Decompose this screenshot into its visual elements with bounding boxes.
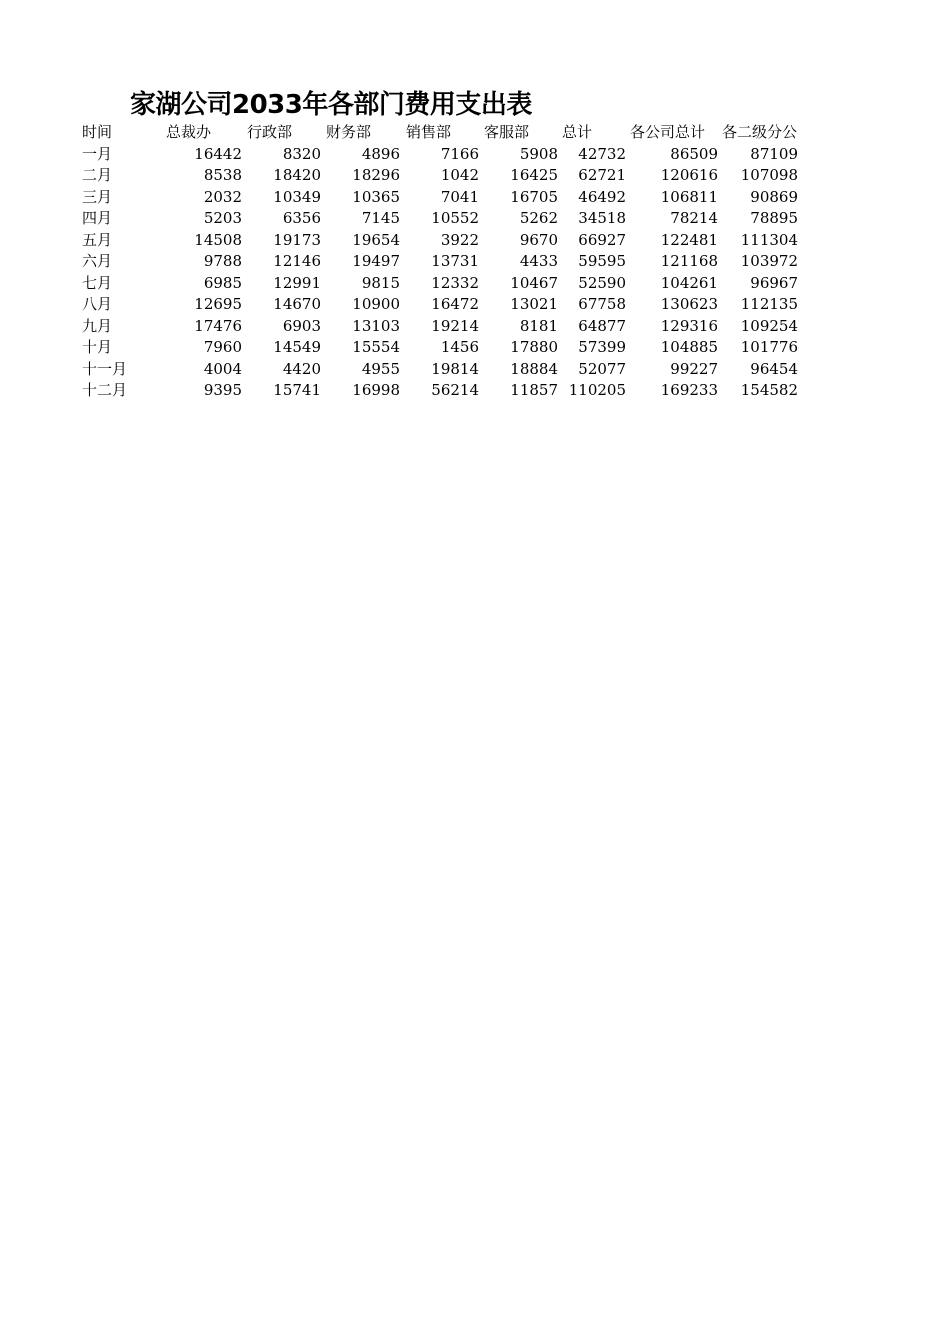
branch-total-cell: 90869 — [750, 187, 798, 206]
admin-dept-cell: 6903 — [282, 316, 321, 335]
column-header-president-office: 总裁办 — [166, 123, 212, 141]
admin-dept-cell: 12146 — [273, 252, 321, 270]
branch-total-cell: 111304 — [740, 230, 798, 249]
month-cell: 三月 — [82, 187, 113, 206]
finance-dept-cell: 9815 — [361, 273, 400, 292]
month-cell: 十一月 — [82, 359, 128, 378]
column-header-service-dept: 客服部 — [484, 123, 530, 141]
service-dept-cell: 18884 — [510, 359, 558, 378]
president-office-cell: 14508 — [194, 230, 242, 249]
admin-dept-cell: 10349 — [273, 187, 321, 206]
service-dept-cell: 16705 — [510, 187, 558, 206]
finance-dept-cell: 10900 — [352, 295, 400, 313]
service-dept-cell: 8181 — [519, 316, 558, 335]
month-cell: 十月 — [82, 338, 113, 356]
company-total-cell: 86509 — [670, 144, 718, 163]
president-office-cell: 8538 — [203, 166, 242, 184]
sheet-title: 家湖公司2033年各部门费用支出表 — [130, 90, 532, 120]
header-row — [80, 122, 798, 144]
admin-dept-cell: 4420 — [282, 359, 321, 378]
service-dept-cell: 17880 — [510, 338, 558, 356]
total-cell: 57399 — [578, 338, 626, 356]
total-cell: 64877 — [578, 316, 626, 335]
service-dept-cell: 16425 — [510, 166, 558, 184]
total-cell: 34518 — [578, 209, 626, 227]
branch-total-cell: 78895 — [750, 209, 798, 227]
total-cell: 52590 — [578, 273, 626, 292]
table-row — [80, 165, 798, 187]
finance-dept-cell: 19654 — [352, 230, 400, 249]
expense-table-viewport — [80, 122, 798, 406]
president-office-cell: 6985 — [203, 273, 242, 292]
column-header-time: 时间 — [82, 123, 113, 141]
service-dept-cell: 4433 — [519, 252, 558, 270]
total-cell: 66927 — [578, 230, 626, 249]
sales-dept-cell: 16472 — [431, 295, 479, 313]
finance-dept-cell: 18296 — [352, 166, 400, 184]
finance-dept-cell: 10365 — [352, 187, 400, 206]
finance-dept-cell: 15554 — [352, 338, 400, 356]
company-total-cell: 120616 — [660, 166, 718, 184]
admin-dept-cell: 8320 — [282, 144, 321, 163]
finance-dept-cell: 4896 — [361, 144, 400, 163]
branch-total-cell: 96454 — [750, 359, 798, 378]
month-cell: 八月 — [82, 295, 113, 313]
admin-dept-cell: 19173 — [273, 230, 321, 249]
admin-dept-cell: 12991 — [273, 273, 321, 292]
branch-total-cell: 103972 — [740, 252, 798, 270]
sales-dept-cell: 19214 — [431, 316, 479, 335]
president-office-cell: 17476 — [194, 316, 242, 335]
service-dept-cell: 10467 — [510, 273, 558, 292]
service-dept-cell: 5908 — [519, 144, 558, 163]
column-header-company-total: 各公司总计 — [630, 123, 706, 141]
month-cell: 七月 — [82, 273, 113, 292]
president-office-cell: 5203 — [203, 209, 242, 227]
sales-dept-cell: 13731 — [431, 252, 479, 270]
president-office-cell: 7960 — [203, 338, 242, 356]
branch-total-cell: 107098 — [740, 166, 798, 184]
company-total-cell: 99227 — [670, 359, 718, 378]
president-office-cell: 9788 — [203, 252, 242, 270]
sales-dept-cell: 56214 — [431, 381, 479, 399]
table-row — [80, 230, 798, 252]
table-row — [80, 359, 798, 381]
sales-dept-cell: 12332 — [431, 273, 479, 292]
table-row — [80, 294, 798, 316]
table-body — [80, 144, 798, 402]
admin-dept-cell: 14670 — [273, 295, 321, 313]
sales-dept-cell: 1042 — [440, 166, 479, 184]
column-header-finance-dept: 财务部 — [326, 123, 372, 141]
month-cell: 九月 — [82, 316, 113, 335]
finance-dept-cell: 16998 — [352, 381, 400, 399]
total-cell: 59595 — [578, 252, 626, 270]
total-cell: 110205 — [568, 381, 626, 399]
president-office-cell: 9395 — [203, 381, 242, 399]
sales-dept-cell: 10552 — [431, 209, 479, 227]
company-total-cell: 129316 — [660, 316, 718, 335]
column-header-branch-total: 各二级分公 — [722, 123, 798, 141]
sales-dept-cell: 1456 — [440, 338, 479, 356]
branch-total-cell: 87109 — [750, 144, 798, 163]
company-total-cell: 78214 — [670, 209, 718, 227]
company-total-cell: 121168 — [660, 252, 718, 270]
admin-dept-cell: 15741 — [273, 381, 321, 399]
total-cell: 46492 — [578, 187, 626, 206]
total-cell: 67758 — [578, 295, 626, 313]
service-dept-cell: 11857 — [510, 381, 558, 399]
table-row — [80, 208, 798, 230]
sales-dept-cell: 19814 — [431, 359, 479, 378]
finance-dept-cell: 19497 — [352, 252, 400, 270]
expense-table — [80, 122, 798, 402]
company-total-cell: 104885 — [660, 338, 718, 356]
sales-dept-cell: 7041 — [440, 187, 479, 206]
total-cell: 62721 — [578, 166, 626, 184]
admin-dept-cell: 6356 — [282, 209, 321, 227]
table-row — [80, 337, 798, 359]
month-cell: 五月 — [82, 230, 113, 249]
table-row — [80, 187, 798, 209]
sales-dept-cell: 3922 — [440, 230, 479, 249]
company-total-cell: 122481 — [660, 230, 718, 249]
branch-total-cell: 112135 — [740, 295, 798, 313]
service-dept-cell: 13021 — [510, 295, 558, 313]
service-dept-cell: 5262 — [519, 209, 558, 227]
president-office-cell: 12695 — [194, 295, 242, 313]
column-header-total: 总计 — [562, 123, 593, 141]
branch-total-cell: 96967 — [750, 273, 798, 292]
column-header-admin-dept: 行政部 — [247, 123, 293, 141]
finance-dept-cell: 13103 — [352, 316, 400, 335]
month-cell: 二月 — [82, 166, 113, 184]
president-office-cell: 16442 — [194, 144, 242, 163]
total-cell: 42732 — [578, 144, 626, 163]
table-row — [80, 273, 798, 295]
service-dept-cell: 9670 — [519, 230, 558, 249]
finance-dept-cell: 4955 — [361, 359, 400, 378]
month-cell: 十二月 — [82, 381, 128, 399]
company-total-cell: 106811 — [660, 187, 718, 206]
company-total-cell: 169233 — [660, 381, 718, 399]
month-cell: 四月 — [82, 209, 113, 227]
company-total-cell: 130623 — [660, 295, 718, 313]
president-office-cell: 4004 — [203, 359, 242, 378]
admin-dept-cell: 18420 — [273, 166, 321, 184]
branch-total-cell: 109254 — [740, 316, 798, 335]
company-total-cell: 104261 — [660, 273, 718, 292]
table-row — [80, 380, 798, 402]
total-cell: 52077 — [578, 359, 626, 378]
president-office-cell: 2032 — [203, 187, 242, 206]
table-row — [80, 316, 798, 338]
table-row — [80, 144, 798, 166]
branch-total-cell: 101776 — [740, 338, 798, 356]
month-cell: 六月 — [82, 252, 113, 270]
table-row — [80, 251, 798, 273]
admin-dept-cell: 14549 — [273, 338, 321, 356]
month-cell: 一月 — [82, 144, 113, 163]
sales-dept-cell: 7166 — [440, 144, 479, 163]
finance-dept-cell: 7145 — [361, 209, 400, 227]
column-header-sales-dept: 销售部 — [406, 123, 452, 141]
branch-total-cell: 154582 — [740, 381, 798, 399]
